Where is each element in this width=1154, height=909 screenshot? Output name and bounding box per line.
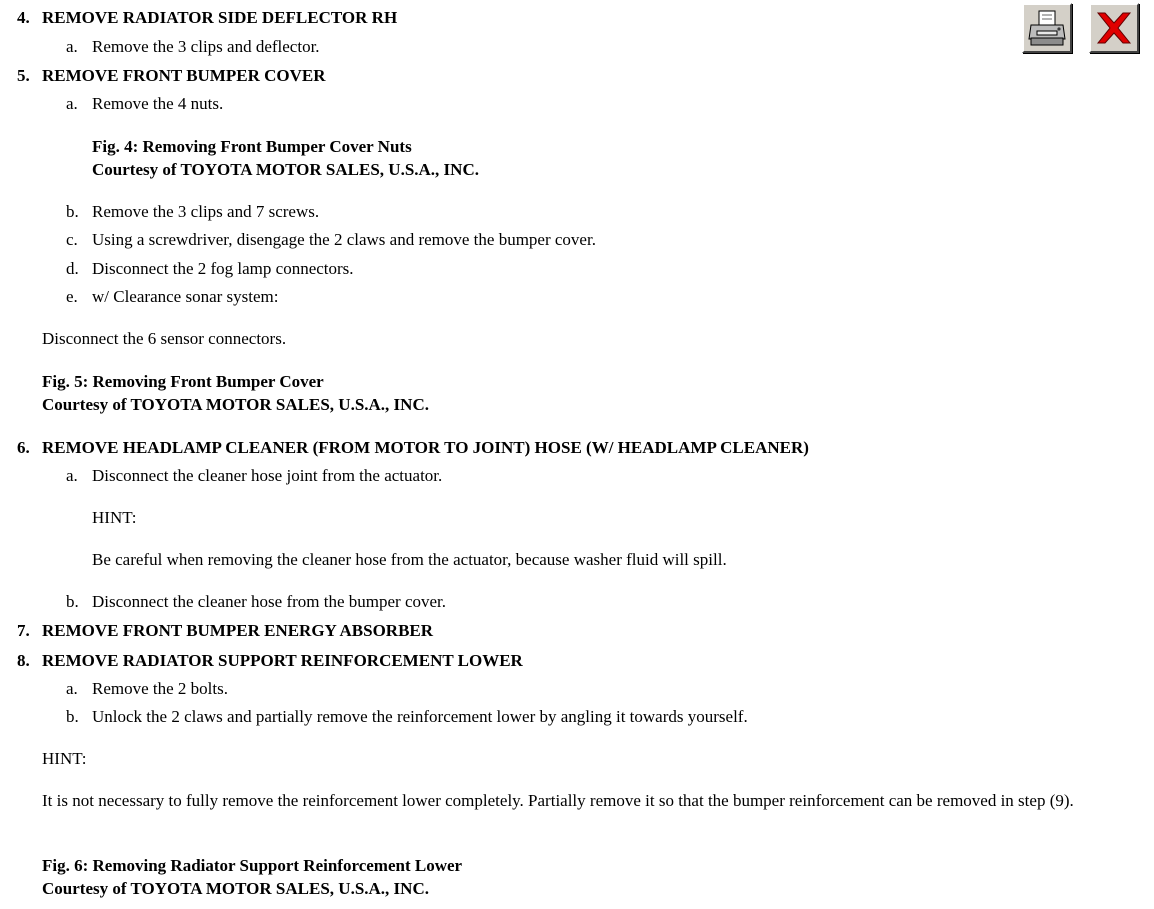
substep-letter: a. bbox=[66, 466, 78, 485]
substep-text: Remove the 4 nuts. bbox=[92, 94, 224, 113]
substep-letter: a. bbox=[66, 37, 78, 56]
figure-6-courtesy: Courtesy of TOYOTA MOTOR SALES, U.S.A., INC. bbox=[42, 879, 429, 898]
print-button[interactable] bbox=[1022, 3, 1072, 53]
substep-letter: d. bbox=[66, 259, 79, 278]
close-x-icon bbox=[1091, 5, 1137, 51]
figure-6-title: Fig. 6: Removing Radiator Support Reinforcement Lower bbox=[42, 856, 463, 875]
step-number: 6. bbox=[17, 438, 30, 457]
step-number: 5. bbox=[17, 66, 30, 85]
substep-text: Remove the 2 bolts. bbox=[92, 679, 228, 698]
substep-text: Remove the 3 clips and 7 screws. bbox=[92, 202, 320, 221]
substep-letter: a. bbox=[66, 679, 78, 698]
step-title: REMOVE RADIATOR SIDE DEFLECTOR RH bbox=[42, 8, 398, 27]
note-text: Disconnect the 6 sensor connectors. bbox=[42, 329, 287, 348]
figure-5-title: Fig. 5: Removing Front Bumper Cover bbox=[42, 372, 324, 391]
step-title: REMOVE FRONT BUMPER ENERGY ABSORBER bbox=[42, 621, 434, 640]
figure-5-courtesy: Courtesy of TOYOTA MOTOR SALES, U.S.A., INC. bbox=[42, 395, 429, 414]
substep-text: Unlock the 2 claws and partially remove the reinforcement lower by angling it towards yourself. bbox=[92, 707, 748, 726]
step-title: REMOVE FRONT BUMPER COVER bbox=[42, 66, 326, 85]
substep-text: Using a screwdriver, disengage the 2 claws and remove the bumper cover. bbox=[92, 230, 596, 249]
substep-text: w/ Clearance sonar system: bbox=[92, 287, 279, 306]
substep-text: Disconnect the cleaner hose joint from the actuator. bbox=[92, 466, 443, 485]
step-number: 7. bbox=[17, 621, 30, 640]
hint-label: HINT: bbox=[92, 508, 137, 527]
step-number: 4. bbox=[17, 8, 30, 27]
printer-icon bbox=[1024, 5, 1070, 51]
substep-letter: b. bbox=[66, 707, 79, 726]
substep-letter: e. bbox=[66, 287, 78, 306]
substep-letter: b. bbox=[66, 202, 79, 221]
substep-text: Disconnect the 2 fog lamp connectors. bbox=[92, 259, 354, 278]
step-title: REMOVE HEADLAMP CLEANER (FROM MOTOR TO JOINT) HOSE (W/ HEADLAMP CLEANER) bbox=[42, 438, 809, 457]
substep-text: Disconnect the cleaner hose from the bumper cover. bbox=[92, 592, 447, 611]
hint-label: HINT: bbox=[42, 749, 87, 768]
substep-letter: c. bbox=[66, 230, 78, 249]
hint-text: Be careful when removing the cleaner hose from the actuator, because washer fluid will spill. bbox=[92, 550, 727, 569]
step-title: REMOVE RADIATOR SUPPORT REINFORCEMENT LOWER bbox=[42, 651, 523, 670]
substep-text: Remove the 3 clips and deflector. bbox=[92, 37, 320, 56]
figure-4-courtesy: Courtesy of TOYOTA MOTOR SALES, U.S.A., INC. bbox=[92, 160, 479, 179]
hint-text: It is not necessary to fully remove the reinforcement lower completely. Partially remove it so that the bumper reinforcement can be removed in step (9). bbox=[42, 791, 1074, 810]
close-button[interactable] bbox=[1089, 3, 1139, 53]
substep-letter: b. bbox=[66, 592, 79, 611]
substep-letter: a. bbox=[66, 94, 78, 113]
figure-4-title: Fig. 4: Removing Front Bumper Cover Nuts bbox=[92, 137, 412, 156]
step-number: 8. bbox=[17, 651, 30, 670]
